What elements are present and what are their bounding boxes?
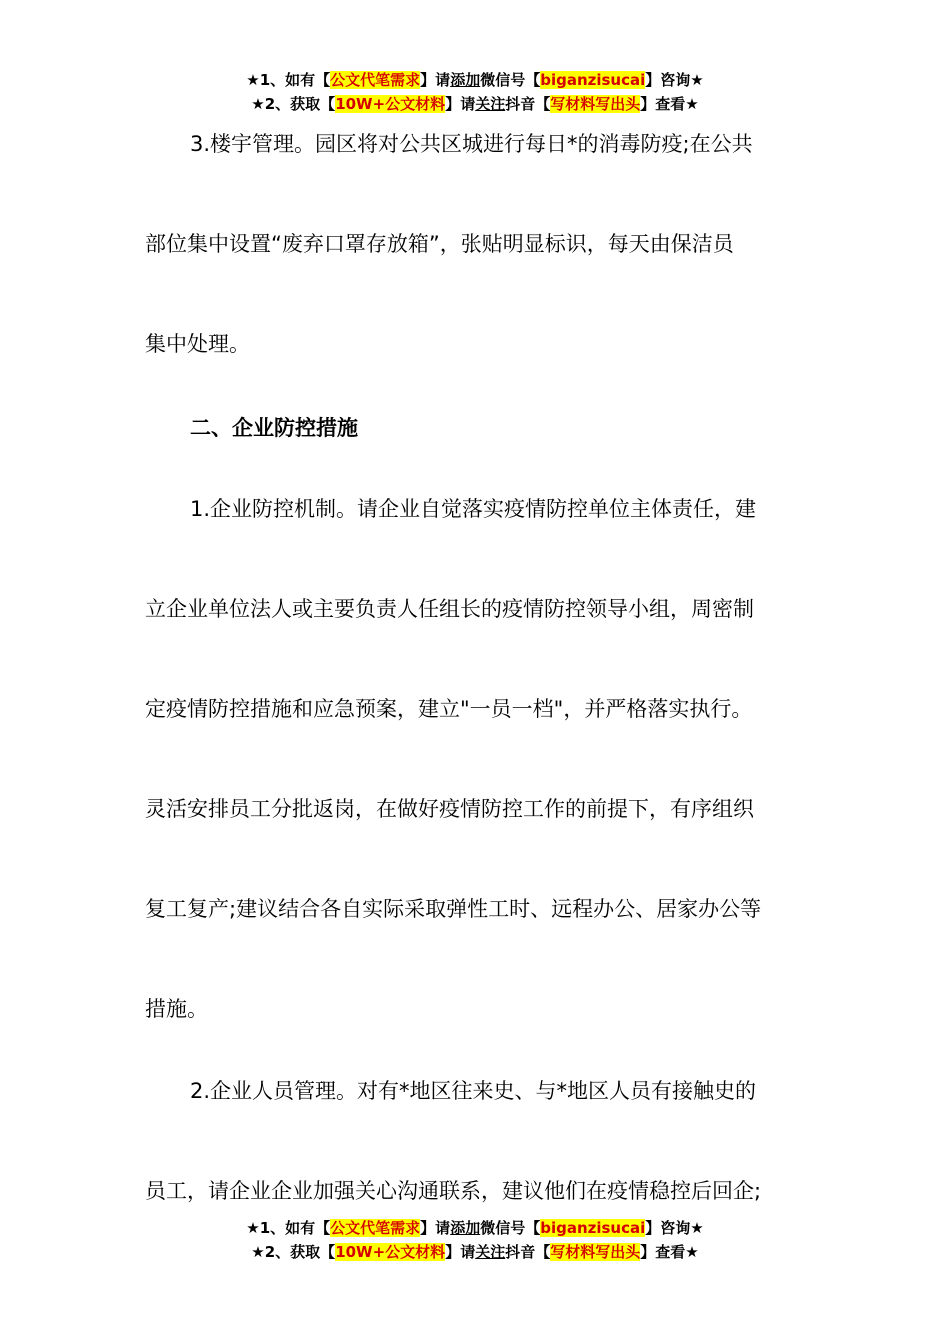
text-line: 措施。 — [145, 997, 208, 1021]
text-line: 定疫情防控措施和应急预案，建立"一员一档"，并严格落实执行。 — [145, 697, 753, 721]
banner-highlight: 10W+公文材料 — [335, 95, 446, 113]
banner-line-2: ★2、获取【10W+公文材料】请关注抖音【写材料写出头】查看★ — [251, 95, 699, 113]
text-line: 1.企业防控机制。请企业自觉落实疫情防控单位主体责任，建 — [190, 497, 757, 521]
banner-line-1: ★1、如有【公文代笔需求】请添加微信号【biganzisucai】咨询★ — [246, 71, 704, 89]
banner-douyin-id: 写材料写出头 — [550, 95, 641, 113]
banner-highlight: 公文代笔需求 — [330, 71, 421, 89]
section-heading: 二、企业防控措施 — [190, 416, 358, 440]
text-line: 部位集中设置“废弃口罩存放箱”，张贴明显标识，每天由保洁员 — [145, 232, 734, 256]
banner-highlight: 公文代笔需求 — [330, 1219, 421, 1237]
text-line: 立企业单位法人或主要负责人任组长的疫情防控领导小组，周密制 — [145, 597, 754, 621]
text-line: 2.企业人员管理。对有*地区往来史、与*地区人员有接触史的 — [190, 1079, 757, 1103]
banner-line-2: ★2、获取【10W+公文材料】请关注抖音【写材料写出头】查看★ — [251, 1243, 699, 1261]
text-line: 3.楼宇管理。园区将对公共区城进行每日*的消毒防疫;在公共 — [190, 132, 753, 156]
banner-highlight: 10W+公文材料 — [335, 1243, 446, 1261]
footer-banner — [0, 1216, 950, 1264]
text-line: 员工，请企业企业加强关心沟通联系，建议他们在疫情稳控后回企; — [145, 1179, 762, 1203]
banner-douyin-id: 写材料写出头 — [550, 1243, 641, 1261]
text-line: 灵活安排员工分批返岗，在做好疫情防控工作的前提下，有序组织 — [145, 797, 754, 821]
banner-wechat-id: biganzisucai — [540, 1219, 646, 1237]
banner-wechat-id: biganzisucai — [540, 71, 646, 89]
text-line: 集中处理。 — [145, 332, 250, 356]
text-line: 复工复产;建议结合各自实际采取弹性工时、远程办公、居家办公等 — [145, 897, 762, 921]
header-banner — [0, 68, 950, 116]
banner-line-1: ★1、如有【公文代笔需求】请添加微信号【biganzisucai】咨询★ — [246, 1219, 704, 1237]
